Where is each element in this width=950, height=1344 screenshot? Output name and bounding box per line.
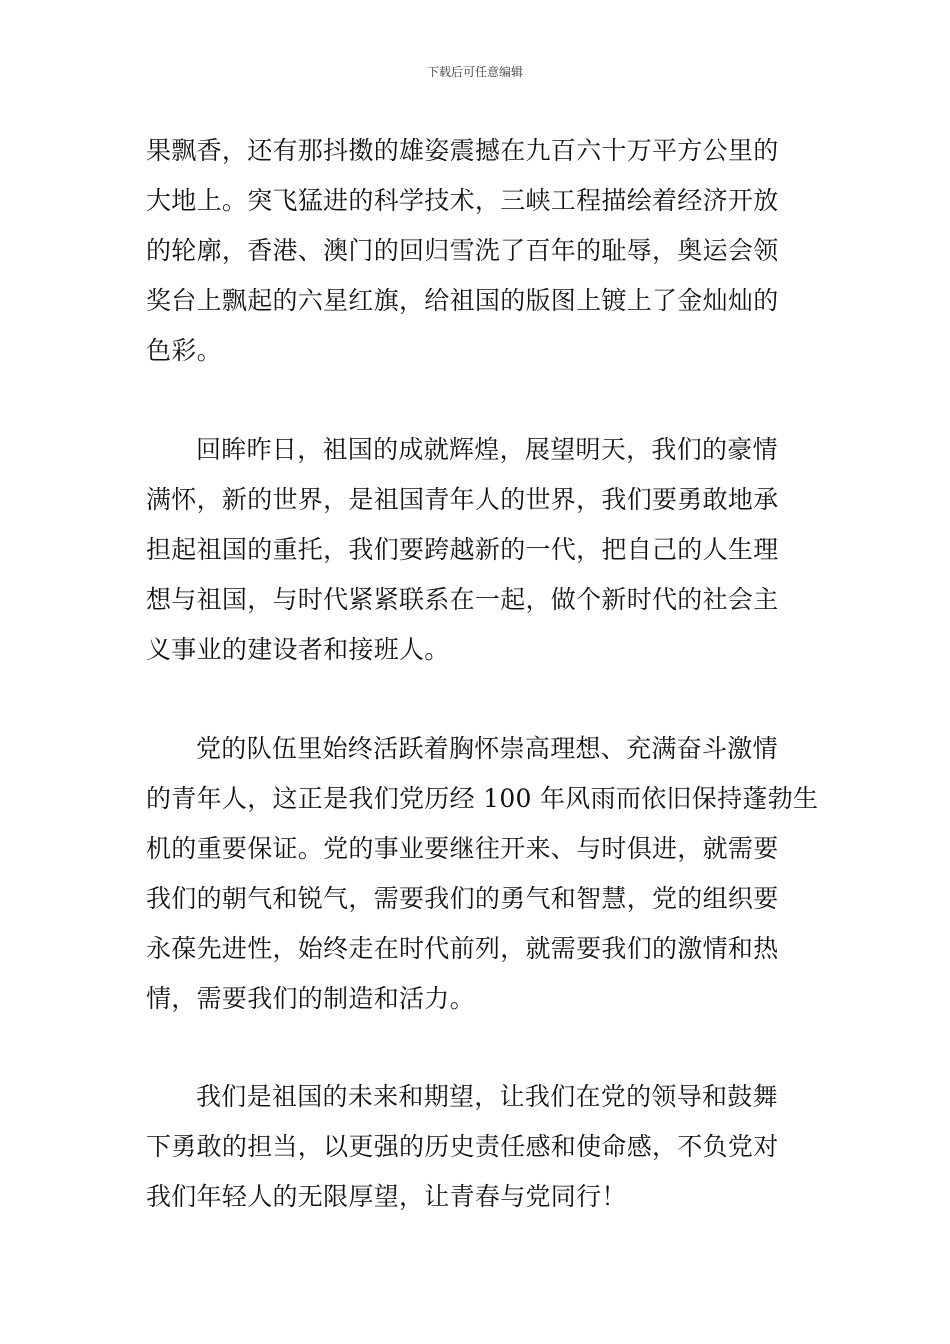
paragraph-line: 永葆先进性，始终走在时代前列，就需要我们的激情和热 xyxy=(146,934,779,963)
paragraph-line: 我们是祖国的未来和期望，让我们在党的领导和鼓舞 xyxy=(196,1082,778,1111)
paragraph-line: 的轮廓，香港、澳门的回归雪洗了百年的耻辱，奥运会领 xyxy=(146,236,779,265)
paragraph-line: 奖台上飘起的六星红旗，给祖国的版图上镀上了金灿灿的 xyxy=(146,286,779,315)
paragraph-line: 我们的朝气和锐气，需要我们的勇气和智慧，党的组织要 xyxy=(146,884,779,913)
paragraph-line: 果飘香，还有那抖擞的雄姿震撼在九百六十万平方公里的 xyxy=(146,136,779,165)
paragraph-line: 党的队伍里始终活跃着胸怀崇高理想、充满奋斗激情 xyxy=(196,734,778,763)
paragraph-line: 情，需要我们的制造和活力。 xyxy=(146,984,475,1013)
paragraph-line: 想与祖国，与时代紧紧联系在一起，做个新时代的社会主 xyxy=(146,585,779,614)
paragraph-line: 担起祖国的重托，我们要跨越新的一代，把自己的人生理 xyxy=(146,535,779,564)
page-header: 下载后可任意编辑 xyxy=(426,65,523,79)
paragraph-line: 下勇敢的担当，以更强的历史责任感和使命感，不负党对 xyxy=(146,1132,779,1161)
paragraph-line: 大地上。突飞猛进的科学技术，三峡工程描绘着经济开放 xyxy=(146,186,779,215)
paragraph-line: 的青年人，这正是我们党历经 100 年风雨而依旧保持蓬勃生 xyxy=(146,784,819,813)
paragraph-line: 我们年轻人的无限厚望，让青春与党同行！ xyxy=(146,1182,627,1211)
paragraph-line: 义事业的建设者和接班人。 xyxy=(146,635,450,664)
paragraph-line: 机的重要保证。党的事业要继往开来、与时俱进，就需要 xyxy=(146,834,779,863)
paragraph-line: 回眸昨日，祖国的成就辉煌，展望明天，我们的豪情 xyxy=(196,435,778,464)
paragraph-line: 色彩。 xyxy=(146,336,222,365)
paragraph-line: 满怀，新的世界，是祖国青年人的世界，我们要勇敢地承 xyxy=(146,485,779,514)
